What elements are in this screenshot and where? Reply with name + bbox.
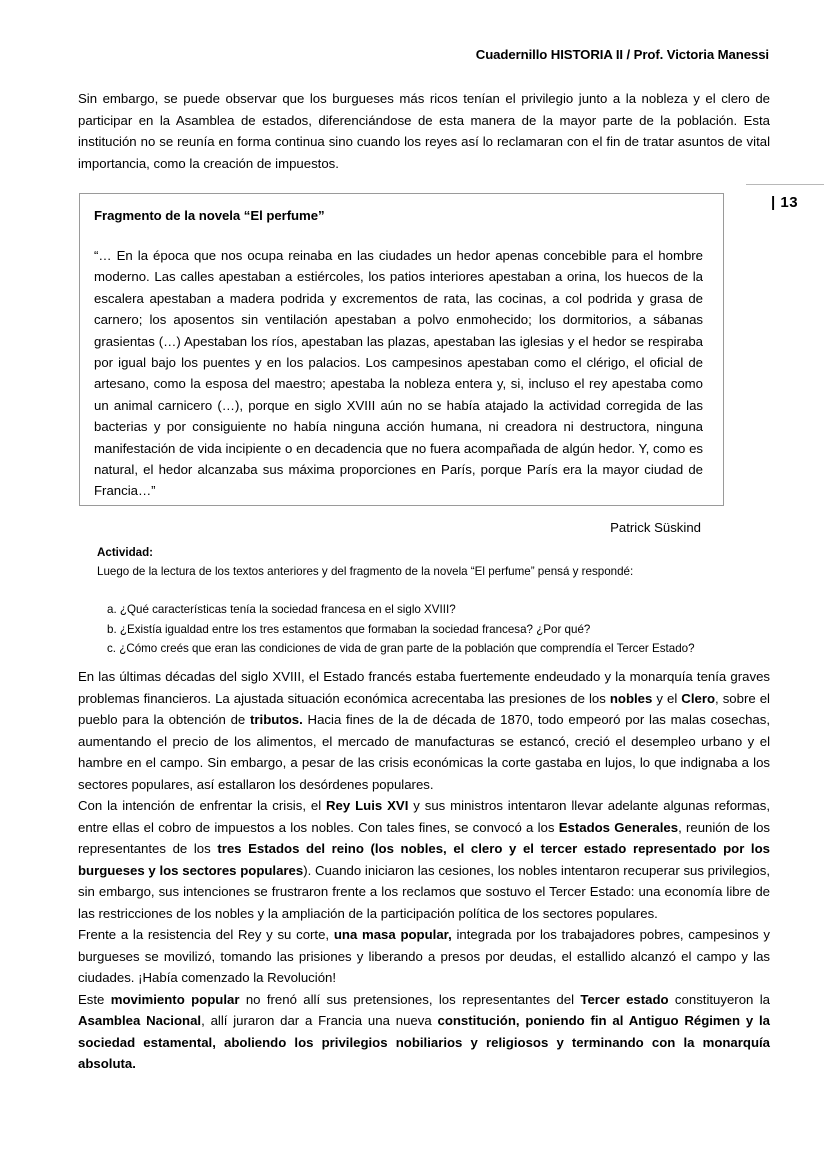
activity-title: Actividad:: [97, 546, 154, 559]
p2-text-2: y sus ministros intentaron llevar adelante algunas reformas, entre ellas el cobro de impuestos a los nobles. Con tales fines, se convocó a los: [78, 798, 771, 835]
quote-box-title: Fragmento de la novela “El perfume”: [94, 208, 325, 223]
page-number-rule: [746, 184, 824, 185]
p1-bold-tributos: tributos.: [250, 712, 303, 727]
p4-text-4: , allí juraron dar a Francia una nueva: [201, 1013, 438, 1028]
quote-box: [79, 193, 724, 535]
activity-question-list: [97, 600, 777, 659]
quote-author: Patrick Süskind: [610, 519, 701, 535]
body-paragraph-1: [78, 666, 770, 795]
p1-text-4: Hacia fines de la de década de 1870, todo empeoró por las malas cosechas, aumentando el precio de los alimentos, el mercado de manufacturas se estancó, creció el desempleo urbano y el hambre en el campo. Sin embargo, a pesar de las crisis económicas la corte gastaba en lujos, lo que indignaba a los sectores populares, así estallaron los desórdenes populares.: [78, 712, 770, 792]
p2-bold-rey-luis-xvi: Rey Luis XVI: [326, 798, 409, 813]
body-paragraph-3: [78, 924, 770, 989]
p4-bold-constitucion: constitución, poniendo fin al Antiguo Régimen y la sociedad estamental, aboliendo los privilegios nobiliarios y religiosos y terminando con la monarquía absoluta.: [78, 1013, 771, 1071]
p1-text-2: y el: [652, 690, 682, 706]
activity-question: a. ¿Qué características tenía la sociedad francesa en el siglo XVIII?: [107, 603, 456, 616]
intro-paragraph: Sin embargo, se puede observar que los burgueses más ricos tenían el privilegio junto a la nobleza y el clero de participar en la Asamblea de estados, diferenciándose de esta manera de la mayor parte de la población. Esta institución no se reunía en forma continua sino cuando los reyes así lo reclamaran con el fin de tratar asuntos de vital importancia, como la creación de impuestos.: [78, 91, 770, 171]
p4-text-3: constituyeron la: [668, 991, 770, 1007]
body-paragraph-4: [78, 989, 770, 1075]
p3-text-1: Frente a la resistencia del Rey y su corte,: [78, 927, 334, 942]
activity-instruction: Luego de la lectura de los textos anteriores y del fragmento de la novela “El perfume” pensá y respondé:: [97, 565, 634, 578]
p4-bold-asamblea-nacional: Asamblea Nacional: [78, 1013, 202, 1028]
p3-bold-masa-popular: una masa popular,: [333, 927, 452, 942]
p3-text-2: integrada por los trabajadores pobres, campesinos y burgueses se movilizó, tomando las prisiones y liberando a presos por deudas, el estallido alcanzó el campo y las ciudades. ¡Había comenzado la Revolución!: [78, 927, 770, 985]
activity-question: b. ¿Existía igualdad entre los tres estamentos que formaban la sociedad francesa? ¿Por qué?: [107, 622, 591, 636]
p4-text-1: Este: [78, 991, 111, 1007]
p1-bold-nobles: nobles: [609, 690, 653, 706]
activity-question: c. ¿Cómo creés que eran las condiciones de vida de gran parte de la población que comprendía el Tercer Estado?: [107, 642, 695, 655]
p2-bold-tres-estados: tres Estados del reino (los nobles, el clero y el tercer estado representado por los burgueses y los sectores populares: [78, 841, 770, 878]
body-text: [78, 666, 770, 1075]
p4-bold-tercer-estado: Tercer estado: [580, 991, 669, 1007]
p2-text-4: ). Cuando iniciaron las cesiones, los nobles intentaron recuperar sus privilegios, sin embargo, sus intenciones se frustraron frente a los reclamos que sostuvo el Tercer Estado: una economía libre de las restricciones de los nobles y la ampliación de la participación política de los sectores populares.: [78, 862, 770, 921]
page-number-block: [744, 184, 824, 211]
activity-block: [97, 543, 777, 659]
page-header: Cuadernillo HISTORIA II / Prof. Victoria Manessi: [475, 47, 769, 62]
p4-text-2: no frenó allí sus pretensiones, los representantes del: [239, 991, 581, 1007]
quote-box-body: “… En la época que nos ocupa reinaba en las ciudades un hedor apenas concebible para el hombre moderno. Las calles apestaban a estiércoles, los patios interiores apestaban a orina, los huecos de la escalera apestaban a madera podrida y excrementos de rata, las cocinas, a col podrida y grasa de carnero; los aposentos sin ventilación apestaban a polvo enmohecido; los dormitorios, a sábanas grasientas (…) Apestaban los ríos, apestaban las plazas, apestaban las iglesias y el hedor se respiraba por igual bajo los puentes y en los palacios. Los campesinos apestaban como el clérigo, el oficial de artesano, como la esposa del maestro; apestaba la nobleza entera y, si, incluso el rey apestaba como un animal carnicero (…), porque en siglo XVIII aún no se había atajado la actividad corregida de las bacterias y por consiguiente no había ninguna acción humana, ni creadora ni destructora, ninguna manifestación de vida incipiente o en decadencia que no fuera acompañada de algún hedor. Y, como es natural, el hedor alcanzaba sus máxima proporciones en París, porque París era la mayor ciudad de Francia…”: [94, 248, 703, 499]
p2-text-1: Con la intención de enfrentar la crisis, el: [78, 798, 327, 813]
p4-bold-movimiento-popular: movimiento popular: [110, 991, 240, 1007]
body-paragraph-2: [78, 795, 770, 924]
p1-bold-clero: Clero: [681, 690, 716, 706]
p2-bold-estados-generales: Estados Generales: [558, 819, 679, 835]
page-number: | 13: [771, 194, 799, 211]
p1-text-3: , sobre el pueblo para la obtención de: [78, 690, 770, 727]
p1-text-1: En las últimas décadas del siglo XVIII, el Estado francés estaba fuertemente endeudado y la monarquía tenía graves problemas financieros. La ajustada situación económica acrecentaba las presiones de los: [78, 669, 770, 706]
p2-text-3: , reunión de los representantes de los: [78, 819, 770, 856]
